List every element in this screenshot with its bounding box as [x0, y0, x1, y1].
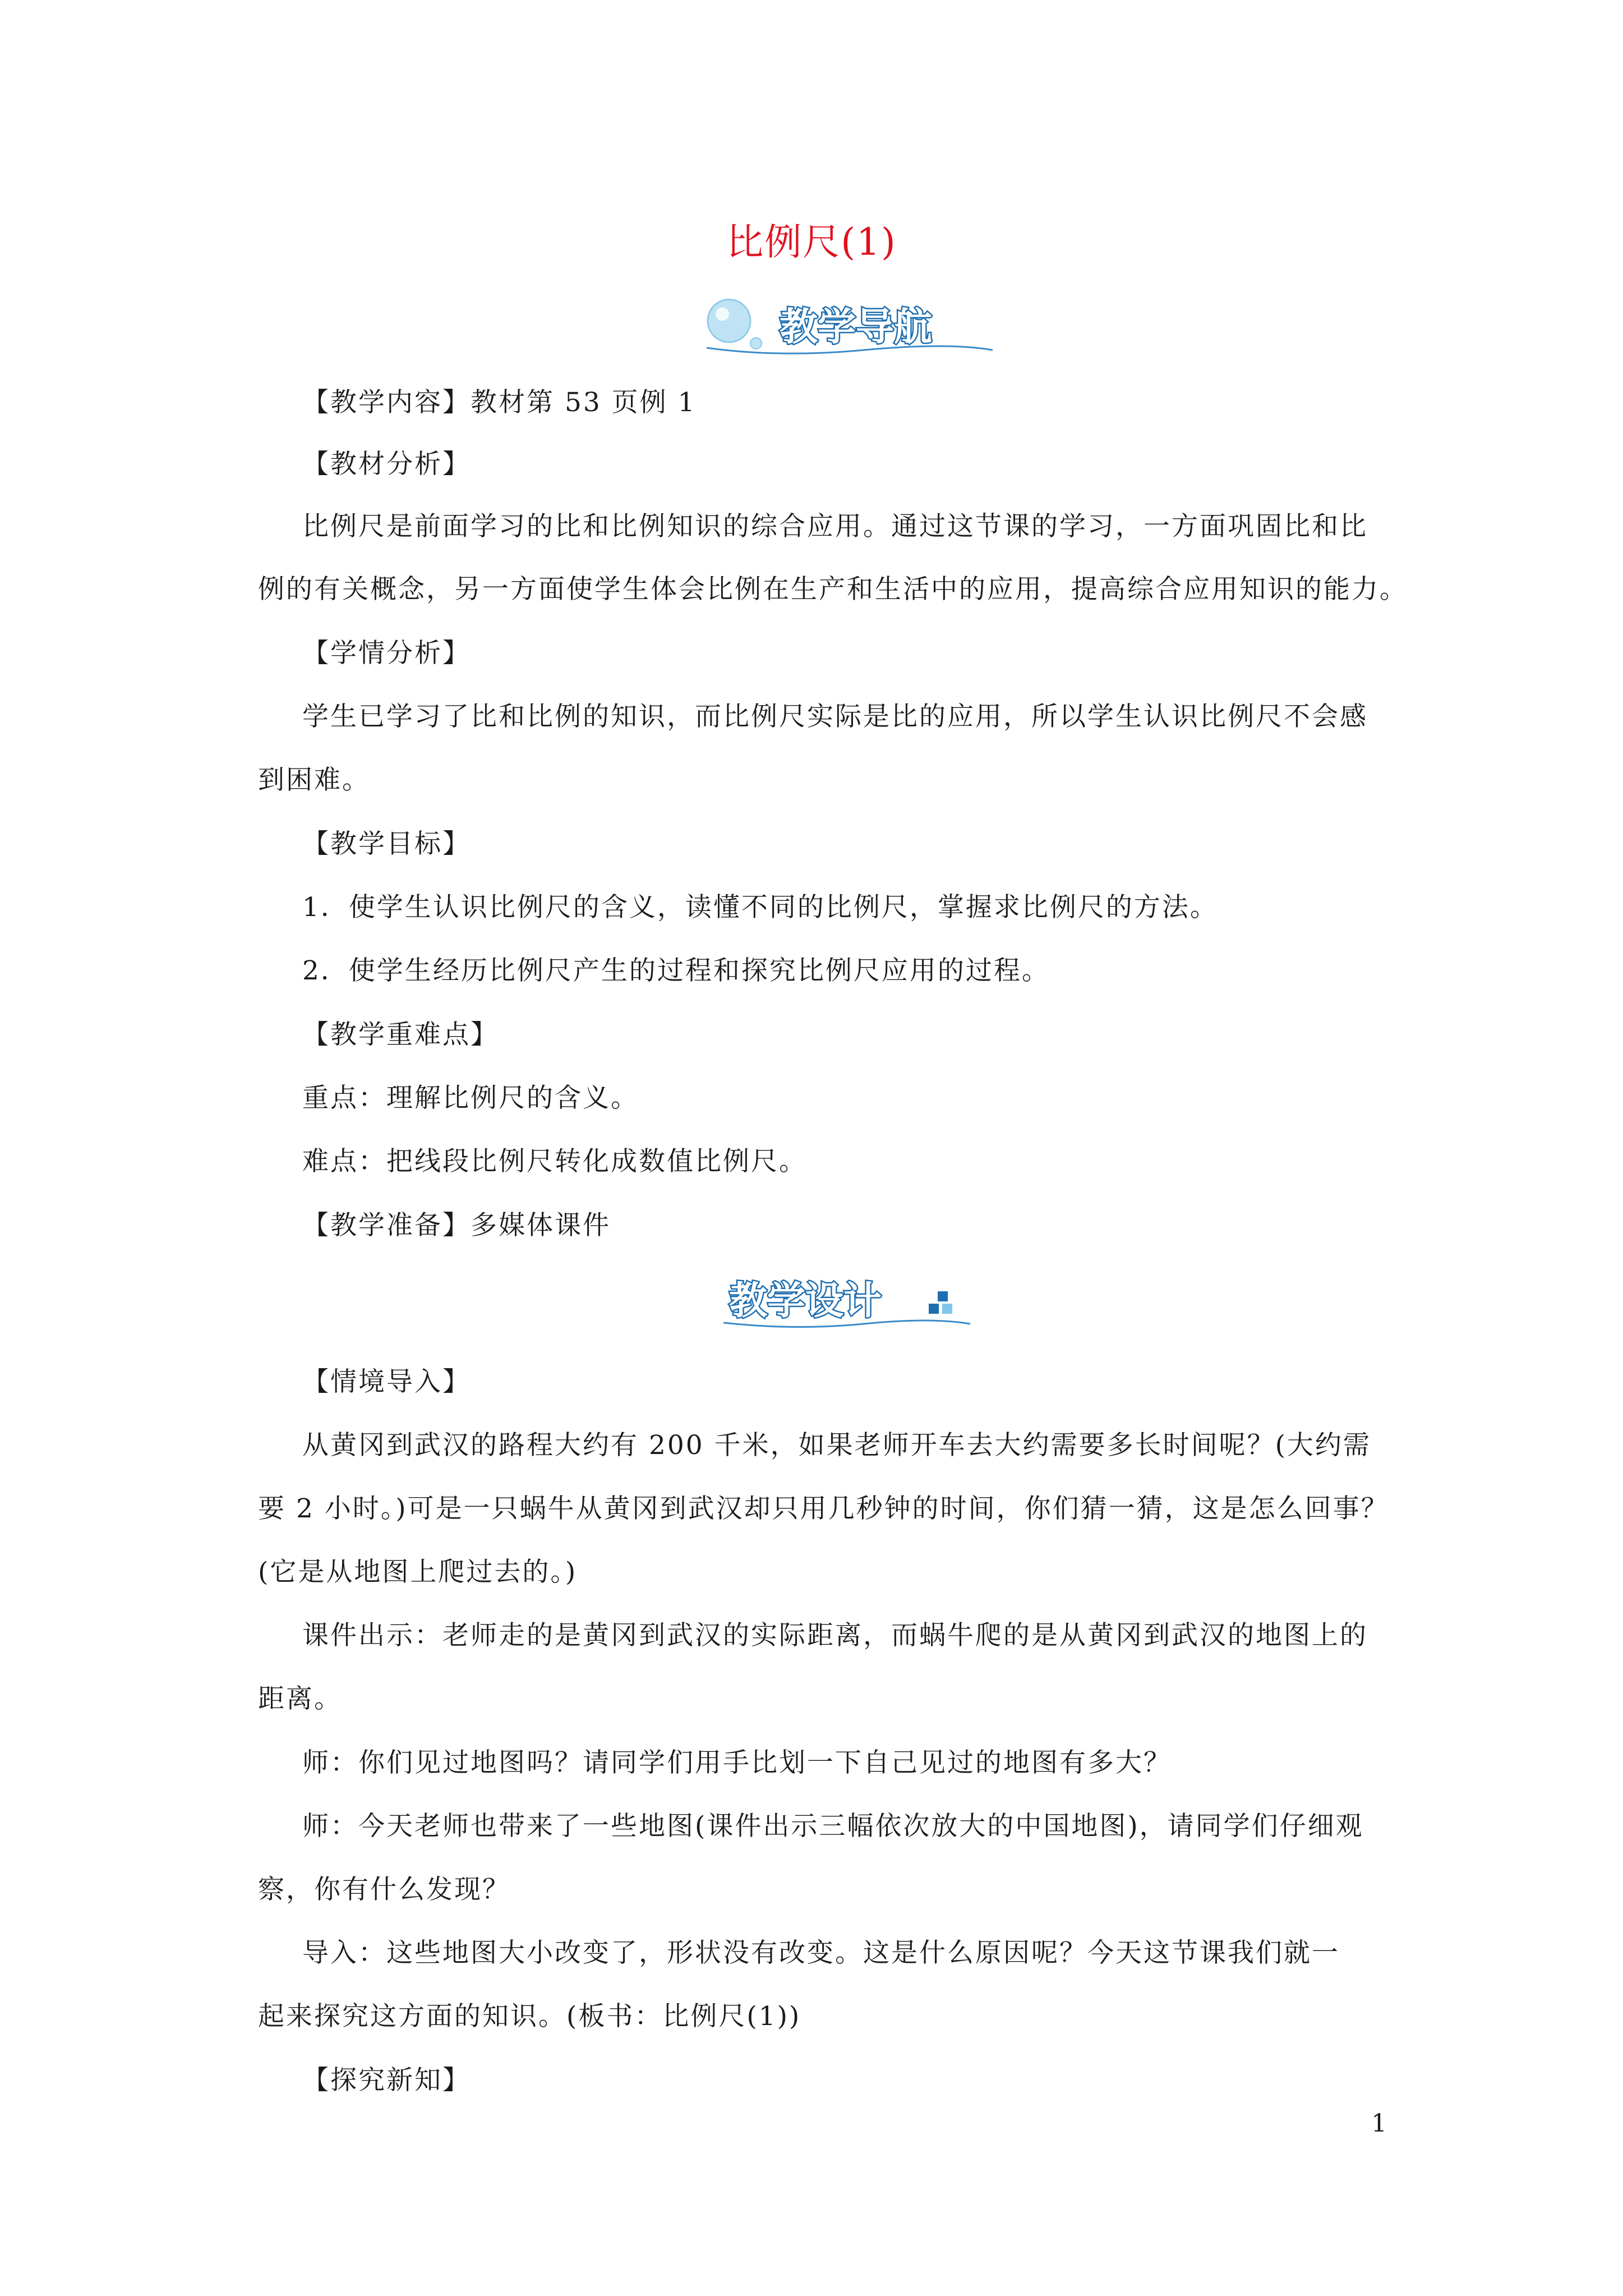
learner-heading: 【学情分析】	[302, 638, 471, 669]
goal-item: 1．使学生认识比例尺的含义，读懂不同的比例尺，掌握求比例尺的方法。	[302, 892, 1218, 923]
analysis-text-line: 例的有关概念，另一方面使学生体会比例在生产和生活中的应用，提高综合应用知识的能力。	[258, 574, 1408, 605]
bubble-icon	[708, 300, 762, 349]
teaching-guide-banner	[695, 292, 998, 359]
keypoint-text: 重点：理解比例尺的含义。	[302, 1083, 639, 1114]
intro-text-line: (它是从地图上爬过去的。)	[258, 1557, 578, 1588]
intro-text-line: 要 2 小时。)可是一只蜗牛从黄冈到武汉却只用几秒钟的时间，你们猜一猜，这是怎么回事？	[258, 1493, 1389, 1524]
learner-text-line: 到困难。	[258, 765, 370, 795]
teaching-design-banner	[718, 1269, 976, 1331]
prep-label: 【教学准备】	[302, 1210, 471, 1241]
content-label: 【教学内容】	[302, 387, 471, 418]
lead-text-line: 起来探究这方面的知识。(板书：比例尺(1))	[258, 2001, 801, 2032]
analysis-text-line: 比例尺是前面学习的比和比例知识的综合应用。通过这节课的学习，一方面巩固比和比	[302, 511, 1368, 542]
page-title: 比例尺(1)	[726, 220, 897, 264]
intro-text-line: 从黄冈到武汉的路程大约有 200 千米，如果老师开车去大约需要多长时间呢？(大约需	[302, 1430, 1371, 1461]
teaching-design-text: 教学设计	[729, 1279, 882, 1323]
teacher-text-line: 察，你有什么发现？	[258, 1874, 510, 1905]
goal-item: 2．使学生经历比例尺产生的过程和探究比例尺应用的过程。	[302, 955, 1050, 986]
teacher-text-line: 师：今天老师也带来了一些地图(课件出示三幅依次放大的中国地图)，请同学们仔细观	[302, 1811, 1364, 1842]
page-number: 1	[1371, 2109, 1387, 2138]
blocks-icon	[929, 1291, 952, 1314]
explore-heading: 【探究新知】	[302, 2065, 471, 2096]
keypoints-heading: 【教学重难点】	[302, 1019, 499, 1050]
courseware-text-line: 距离。	[258, 1683, 342, 1714]
goals-heading: 【教学目标】	[302, 829, 471, 859]
analysis-heading: 【教材分析】	[302, 449, 471, 480]
prep-line	[302, 1209, 611, 1243]
lead-text-line: 导入：这些地图大小改变了，形状没有改变。这是什么原因呢？今天这节课我们就一	[302, 1938, 1340, 1968]
teaching-guide-text: 教学导航	[780, 305, 933, 349]
learner-text-line: 学生已学习了比和比例的知识，而比例尺实际是比的应用，所以学生认识比例尺不会感	[302, 701, 1368, 732]
prep-value: 多媒体课件	[471, 1210, 611, 1241]
content-line	[302, 386, 697, 420]
courseware-text-line: 课件出示：老师走的是黄冈到武汉的实际距离，而蜗牛爬的是从黄冈到武汉的地图上的	[302, 1620, 1368, 1651]
content-value: 教材第 53 页例 1	[471, 387, 697, 418]
intro-heading: 【情境导入】	[302, 1366, 471, 1397]
teacher-question: 师：你们见过地图吗？请同学们用手比划一下自己见过的地图有多大？	[302, 1747, 1172, 1778]
difficulty-text: 难点：把线段比例尺转化成数值比例尺。	[302, 1146, 807, 1177]
